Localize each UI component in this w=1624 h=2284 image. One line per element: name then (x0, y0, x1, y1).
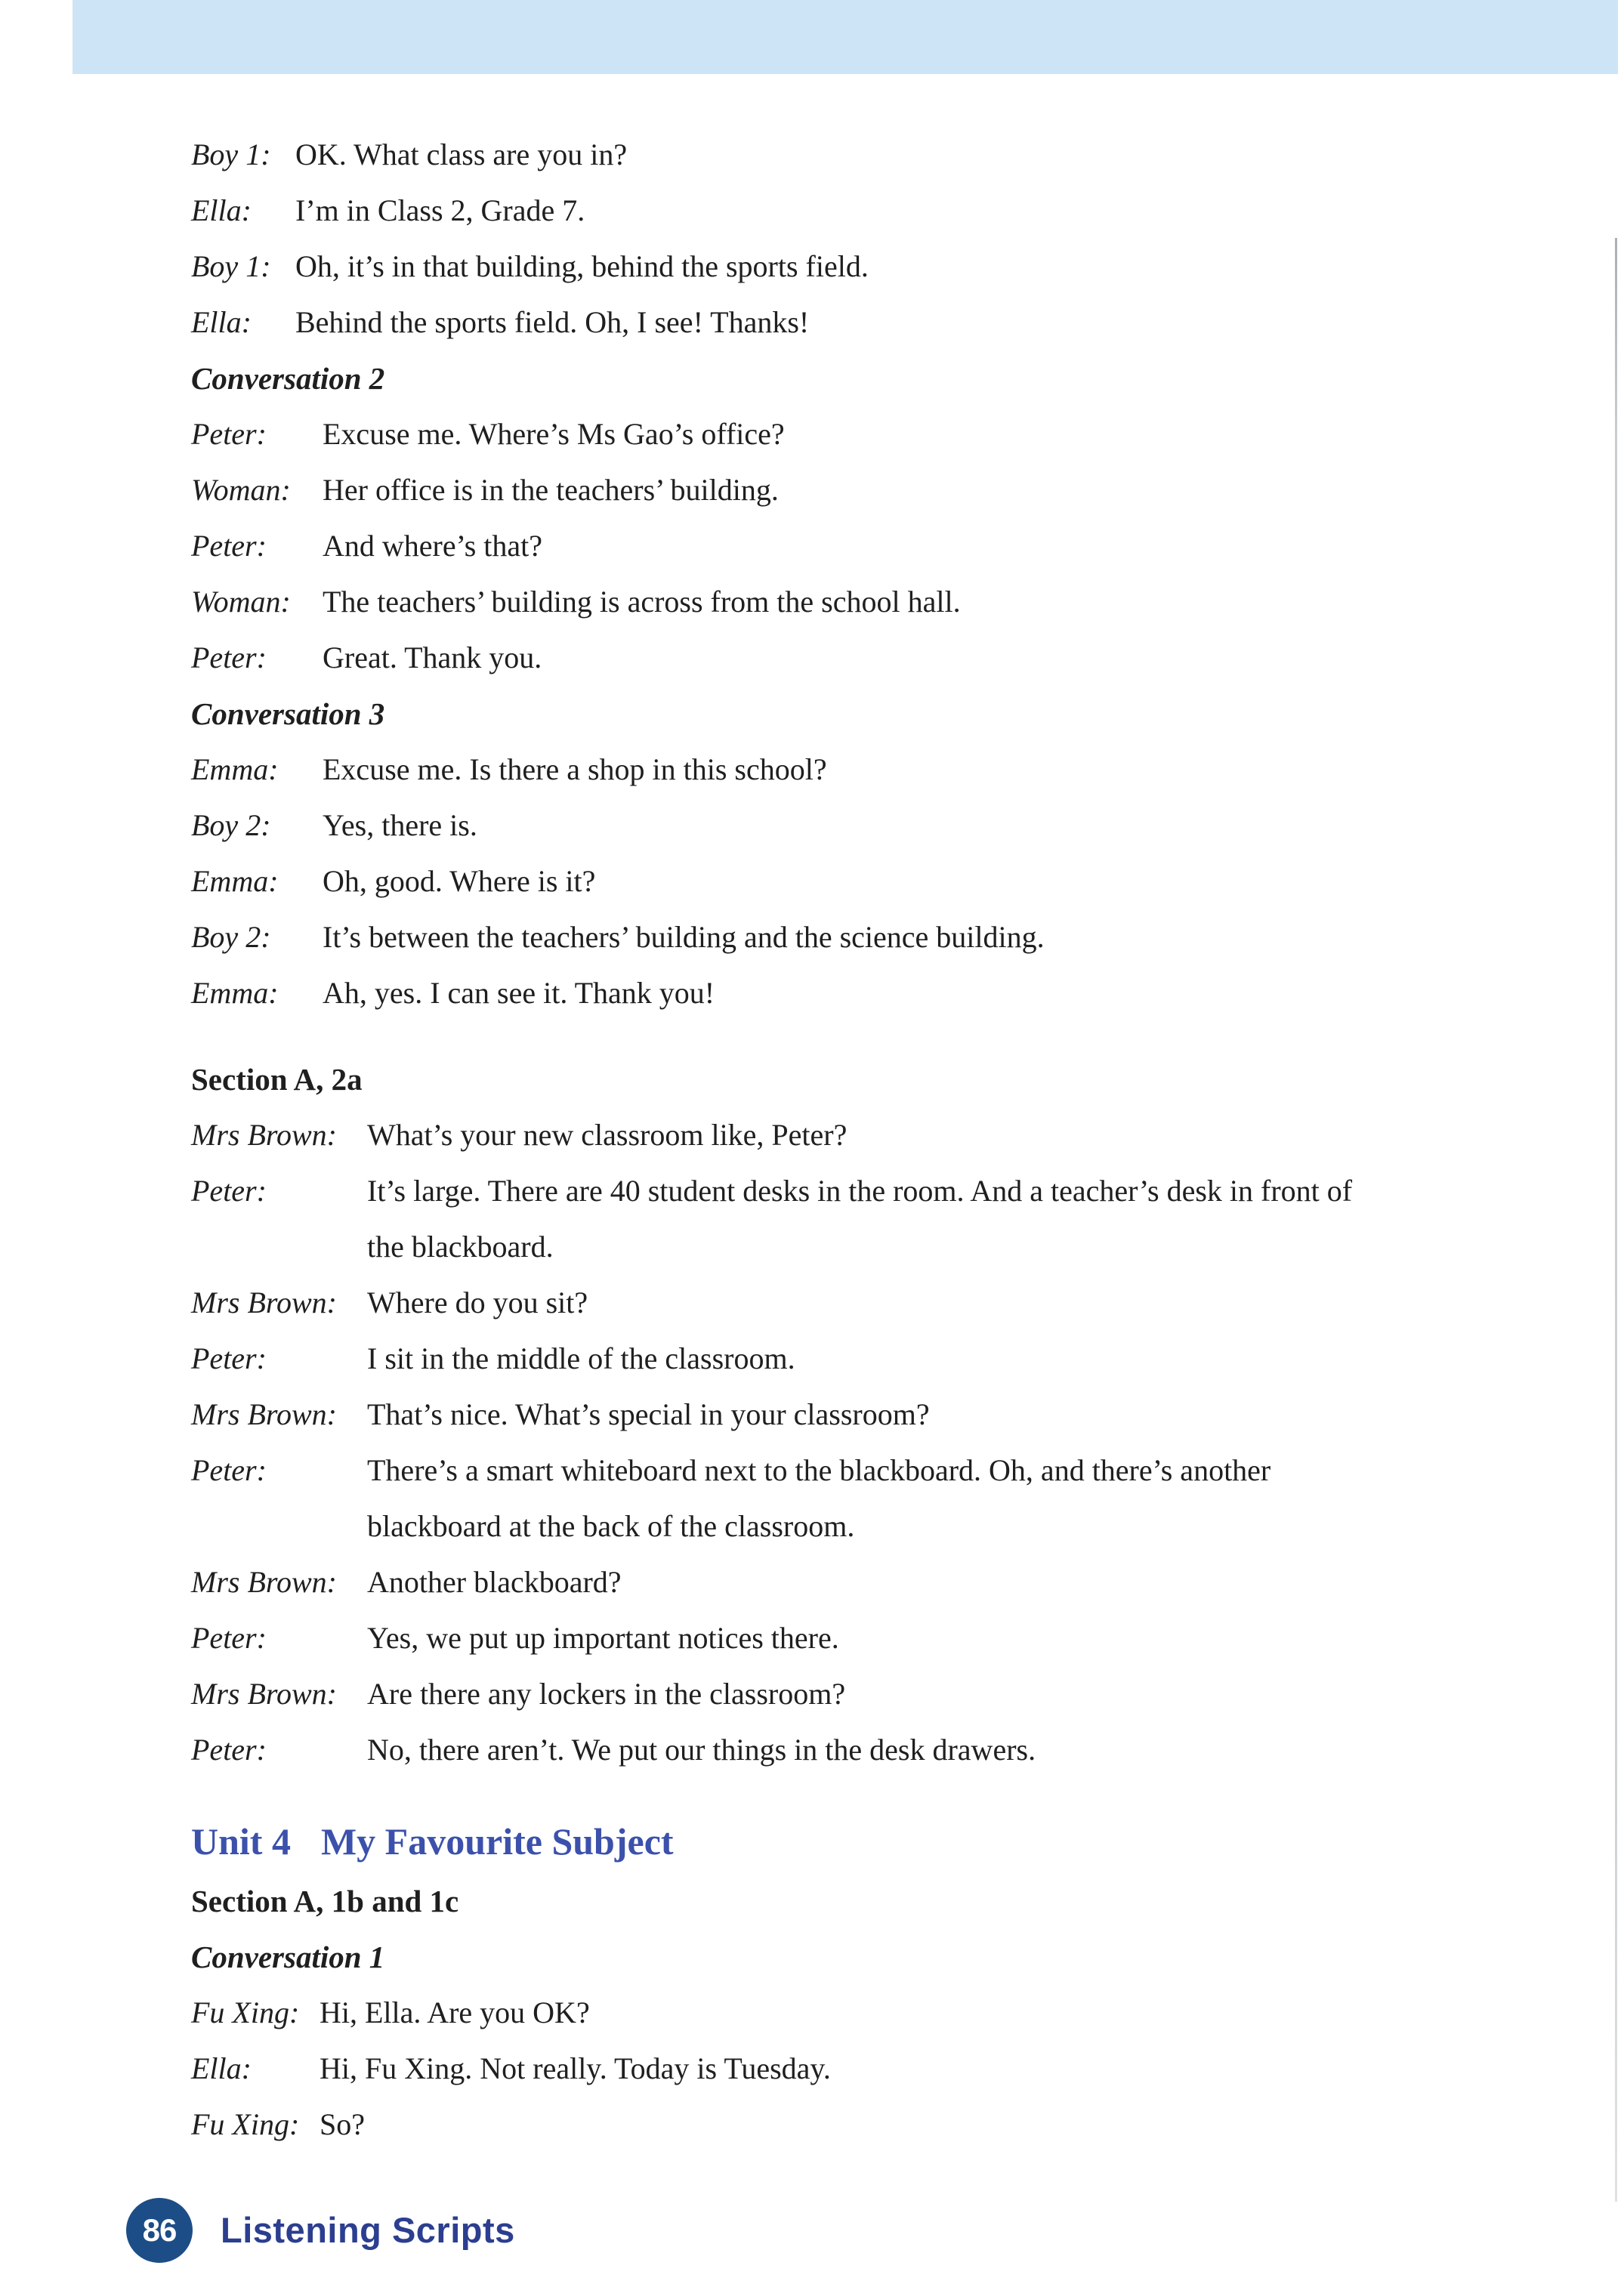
dialogue-line (191, 965, 1536, 1021)
speaker-name: Peter: (191, 640, 267, 674)
utterance-text: Behind the sports field. Oh, I see! Thanks! (295, 305, 810, 339)
dialogue-line (191, 1554, 1536, 1610)
speaker-name: Ella: (191, 305, 252, 339)
dialogue-line (191, 742, 1536, 798)
dialogue-line (191, 853, 1536, 909)
footer-title: Listening Scripts (221, 2210, 515, 2250)
utterance-text: The teachers’ building is across from the school hall. (323, 585, 961, 619)
section-heading: Section A, 2a (191, 1062, 363, 1097)
dialogue-line (191, 295, 1536, 350)
utterance-text: Ah, yes. I can see it. Thank you! (323, 976, 715, 1010)
dialogue-line (191, 2041, 1536, 2097)
speaker-name: Emma: (191, 752, 279, 786)
dialogue-line (191, 2097, 1536, 2153)
block-gap (191, 1778, 1536, 1810)
unit-number: Unit 4 (191, 1820, 291, 1863)
utterance-text: Another blackboard? (367, 1565, 622, 1599)
conversation-heading: Conversation 2 (191, 361, 385, 396)
unit-heading (191, 1810, 1536, 1873)
page-number-badge (126, 2198, 193, 2263)
utterance-text: Yes, there is. (323, 808, 477, 842)
utterance-text: the blackboard. (367, 1230, 554, 1264)
utterance-text: Hi, Ella. Are you OK? (320, 1995, 590, 2029)
utterance-text: It’s large. There are 40 student desks in the room. And a teacher’s desk in front of (367, 1174, 1353, 1208)
utterance-text: So? (320, 2107, 365, 2141)
speaker-name: Peter: (191, 1453, 267, 1487)
listening-scripts-content (191, 127, 1536, 2153)
dialogue-line (191, 1331, 1536, 1387)
speaker-name: Peter: (191, 1621, 267, 1655)
speaker-name: Peter: (191, 1733, 267, 1767)
dialogue-line (191, 798, 1536, 853)
speaker-name: Boy 1: (191, 137, 271, 171)
utterance-text: blackboard at the back of the classroom. (367, 1509, 855, 1543)
speaker-name: Fu Xing: (191, 1995, 300, 2029)
speaker-name: Peter: (191, 529, 267, 563)
utterance-text: I sit in the middle of the classroom. (367, 1341, 795, 1375)
dialogue-line (191, 1163, 1536, 1219)
dialogue-line (191, 1985, 1536, 2041)
speaker-name: Peter: (191, 417, 267, 451)
utterance-text: Her office is in the teachers’ building. (323, 473, 779, 507)
dialogue-line (191, 1722, 1536, 1778)
dialogue-line (191, 462, 1536, 518)
utterance-text: Yes, we put up important notices there. (367, 1621, 839, 1655)
utterance-text: Excuse me. Where’s Ms Gao’s office? (323, 417, 785, 451)
dialogue-line (191, 1498, 1536, 1554)
utterance-text: What’s your new classroom like, Peter? (367, 1118, 848, 1152)
dialogue-line (191, 630, 1536, 686)
utterance-text: Hi, Fu Xing. Not really. Today is Tuesday. (320, 2051, 831, 2085)
utterance-text: No, there aren’t. We put our things in the desk drawers. (367, 1733, 1036, 1767)
utterance-text: Are there any lockers in the classroom? (367, 1677, 846, 1711)
utterance-text: That’s nice. What’s special in your classroom? (367, 1397, 930, 1431)
speaker-name: Boy 2: (191, 808, 271, 842)
dialogue-line (191, 239, 1536, 295)
utterance-text: And where’s that? (323, 529, 543, 563)
utterance-text: OK. What class are you in? (295, 137, 628, 171)
utterance-text: Oh, good. Where is it? (323, 864, 596, 898)
utterance-text: Oh, it’s in that building, behind the sports field. (295, 249, 869, 283)
dialogue-line (191, 183, 1536, 239)
dialogue-line (191, 1387, 1536, 1443)
dialogue-line (191, 574, 1536, 630)
dialogue-line (191, 909, 1536, 965)
dialogue-line (191, 518, 1536, 574)
speaker-name: Mrs Brown: (191, 1397, 337, 1431)
header-band (73, 0, 1618, 74)
dialogue-line (191, 1610, 1536, 1666)
conversation-heading: Conversation 3 (191, 696, 385, 731)
speaker-name: Ella: (191, 2051, 252, 2085)
speaker-name: Boy 1: (191, 249, 271, 283)
utterance-text: It’s between the teachers’ building and the science building. (323, 920, 1045, 954)
dialogue-line (191, 406, 1536, 462)
dialogue-line (191, 1219, 1536, 1275)
speaker-name: Mrs Brown: (191, 1677, 337, 1711)
unit-title: My Favourite Subject (320, 1820, 674, 1863)
utterance-text: Great. Thank you. (323, 640, 542, 674)
speaker-name: Peter: (191, 1174, 267, 1208)
dialogue-line (191, 1443, 1536, 1498)
page-edge-scan-line (1615, 238, 1617, 2202)
speaker-name: Mrs Brown: (191, 1118, 337, 1152)
page-footer (0, 2196, 1624, 2264)
speaker-name: Woman: (191, 473, 291, 507)
utterance-text: There’s a smart whiteboard next to the blackboard. Oh, and there’s another (367, 1453, 1271, 1487)
page-number: 86 (142, 2212, 177, 2248)
speaker-name: Woman: (191, 585, 291, 619)
dialogue-line (191, 1275, 1536, 1331)
speaker-name: Emma: (191, 976, 279, 1010)
conversation-heading: Conversation 1 (191, 1940, 385, 1974)
speaker-name: Peter: (191, 1341, 267, 1375)
section-heading: Section A, 1b and 1c (191, 1884, 459, 1918)
utterance-text: Where do you sit? (367, 1286, 588, 1319)
dialogue-line (191, 1666, 1536, 1722)
speaker-name: Fu Xing: (191, 2107, 300, 2141)
speaker-name: Boy 2: (191, 920, 271, 954)
dialogue-line (191, 1107, 1536, 1163)
utterance-text: I’m in Class 2, Grade 7. (295, 193, 585, 227)
speaker-name: Mrs Brown: (191, 1565, 337, 1599)
dialogue-line (191, 127, 1536, 183)
speaker-name: Mrs Brown: (191, 1286, 337, 1319)
speaker-name: Ella: (191, 193, 252, 227)
utterance-text: Excuse me. Is there a shop in this school? (323, 752, 827, 786)
block-gap (191, 1021, 1536, 1051)
speaker-name: Emma: (191, 864, 279, 898)
